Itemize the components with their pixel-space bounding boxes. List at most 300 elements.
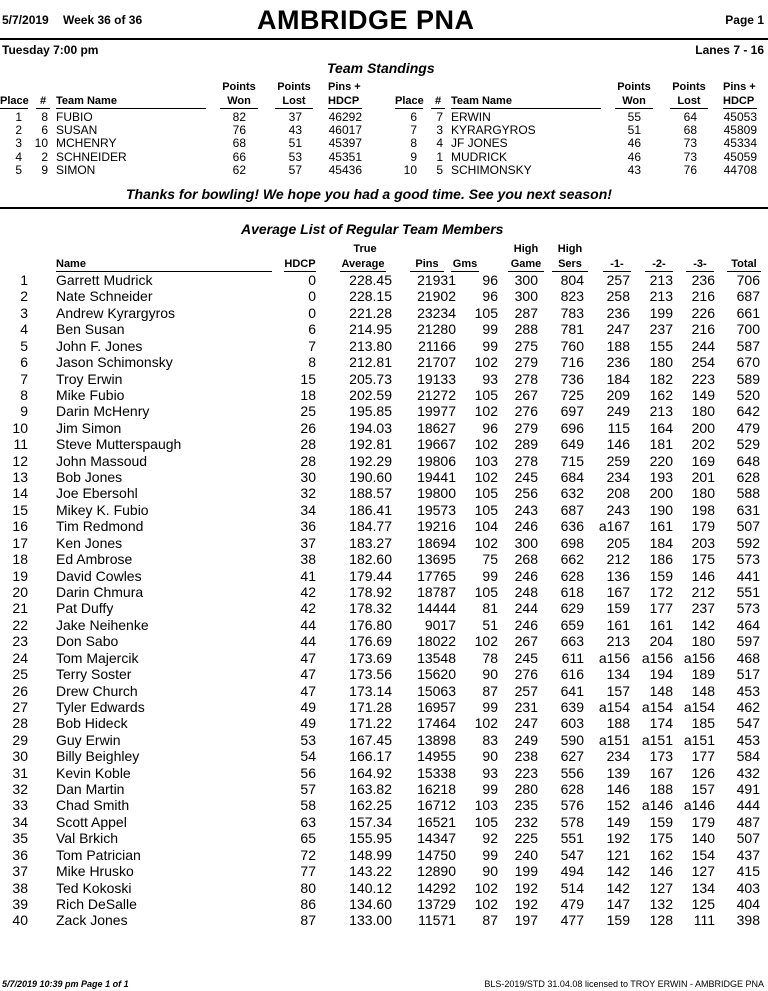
bowler-high-series: 649 <box>560 436 584 453</box>
bowler-row <box>0 288 768 304</box>
standings-team-number: 3 <box>436 123 443 138</box>
bowler-high-series: 781 <box>560 321 584 338</box>
bowler-row <box>0 272 768 288</box>
bowler-name: Tom Majercik <box>56 649 139 666</box>
bowler-row <box>0 535 768 551</box>
bowler-high-game: 300 <box>514 288 538 305</box>
bowler-high-series: 725 <box>560 386 584 403</box>
bowler-games: 104 <box>474 518 498 535</box>
bowler-row <box>0 863 768 879</box>
bowler-hdcp: 77 <box>300 863 316 880</box>
bowler-total: 487 <box>736 813 760 830</box>
bowler-rank: 38 <box>12 879 28 896</box>
standings-points-won: 55 <box>627 110 641 124</box>
bowler-games: 99 <box>482 321 498 338</box>
bowler-high-series: 514 <box>560 879 584 896</box>
bowler-games: 90 <box>482 748 498 765</box>
standings-row <box>0 124 370 137</box>
bowler-games: 83 <box>482 731 498 748</box>
standings-team-name: MUDRICK <box>451 149 507 164</box>
standings-place: 4 <box>15 149 22 164</box>
bowler-game-2: 220 <box>649 452 673 469</box>
bowler-total: 648 <box>736 452 760 469</box>
bowler-pins: 19133 <box>417 370 456 387</box>
standings-team-name: FUBIO <box>56 110 93 124</box>
bowler-game-1: 188 <box>606 715 630 732</box>
bowler-game-1: 161 <box>606 616 630 633</box>
bowler-rank: 18 <box>12 551 28 568</box>
bowler-game-1: 136 <box>606 567 630 584</box>
bowler-hdcp: 57 <box>300 781 316 798</box>
standings-team-name: MCHENRY <box>56 136 117 151</box>
standings-points-lost: 57 <box>288 162 302 177</box>
standings-col-points-lost-left: Lost <box>275 95 313 109</box>
standings-points-lost: 37 <box>288 110 302 124</box>
bowler-game-1: 208 <box>606 485 630 502</box>
bowler-high-series: 590 <box>560 731 584 748</box>
bowler-game-2: 181 <box>649 436 673 453</box>
bowler-high-series: 715 <box>560 452 584 469</box>
bowler-game-3: 157 <box>691 781 715 798</box>
bowler-pins: 14292 <box>417 879 456 896</box>
bowler-high-game: 276 <box>514 403 538 420</box>
bowler-pins: 21931 <box>417 272 456 288</box>
standings-col-points-won-top-right: Points <box>617 81 651 93</box>
bowler-pins: 21272 <box>417 386 456 403</box>
standings-points-lost: 43 <box>288 123 302 138</box>
standings-pins-hdcp: 45436 <box>328 162 362 177</box>
bowler-game-1: 236 <box>606 304 630 321</box>
bowler-row <box>0 797 768 813</box>
bowler-high-series: 760 <box>560 337 584 354</box>
bowler-total: 507 <box>736 830 760 847</box>
bowler-hdcp: 42 <box>300 600 316 617</box>
bowler-games: 102 <box>474 354 498 371</box>
bowler-games: 75 <box>482 551 498 568</box>
bowler-rank: 29 <box>12 731 28 748</box>
standings-points-won: 43 <box>627 162 641 177</box>
bowler-high-series: 494 <box>560 863 584 880</box>
bowler-true-average: 163.82 <box>349 781 392 798</box>
bowler-true-average: 173.56 <box>349 666 392 683</box>
bowler-game-3: 180 <box>691 633 715 650</box>
bowler-name: Tyler Edwards <box>56 698 145 715</box>
bowler-game-1: 247 <box>606 321 630 338</box>
bowler-pins: 14347 <box>417 830 456 847</box>
bowler-game-1: 146 <box>606 436 630 453</box>
bowler-hdcp: 28 <box>300 452 316 469</box>
bowler-name: Steve Mutterspaugh <box>56 436 182 453</box>
bowler-game-2: 174 <box>649 715 673 732</box>
bowler-game-1: 258 <box>606 288 630 305</box>
bowler-game-3: 111 <box>693 912 715 929</box>
bowler-high-series: 696 <box>560 419 584 436</box>
bowler-true-average: 190.60 <box>349 469 392 486</box>
bowler-game-2: 132 <box>649 895 673 912</box>
bowler-row <box>0 748 768 764</box>
bowler-game-2: 182 <box>649 370 673 387</box>
bowler-game-3: 148 <box>691 682 715 699</box>
standings-col-pins-hdcp-top-right: Pins + <box>723 81 756 93</box>
bowler-row <box>0 633 768 649</box>
bowler-high-game: 249 <box>514 731 538 748</box>
bowler-row <box>0 305 768 321</box>
footer-license: BLS-2019/STD 31.04.08 licensed to TROY ERWIN - AMBRIDGE PNA <box>484 979 764 989</box>
bowler-high-series: 578 <box>560 813 584 830</box>
league-title: AMBRIDGE PNA <box>257 5 475 35</box>
standings-place: 9 <box>410 149 417 164</box>
bowler-total: 551 <box>736 583 760 600</box>
bowler-rank: 26 <box>12 682 28 699</box>
bowler-games: 105 <box>474 501 498 518</box>
bowler-games: 78 <box>482 649 498 666</box>
bowler-high-series: 684 <box>560 469 584 486</box>
standings-row <box>0 164 370 177</box>
bowler-pins: 16957 <box>417 698 456 715</box>
bowler-true-average: 155.95 <box>349 830 392 847</box>
bowler-hdcp: 26 <box>300 419 316 436</box>
bowler-game-2: 213 <box>649 272 673 288</box>
bowler-high-series: 687 <box>560 501 584 518</box>
bowler-total: 642 <box>736 403 760 420</box>
standings-team-number: 5 <box>436 162 443 177</box>
bowler-rank: 6 <box>20 354 28 371</box>
bowler-rank: 19 <box>12 567 28 584</box>
bowler-name: Bob Hideck <box>56 715 128 732</box>
bowler-games: 90 <box>482 863 498 880</box>
bowler-pins: 17464 <box>417 715 456 732</box>
bowler-games: 93 <box>482 370 498 387</box>
bowler-games: 105 <box>474 813 498 830</box>
bowler-name: Mike Hrusko <box>56 863 134 880</box>
bowler-game-2: 213 <box>649 403 673 420</box>
bowler-name: Kevin Koble <box>56 764 131 781</box>
standings-place: 7 <box>410 123 417 138</box>
bowler-rank: 8 <box>20 386 28 403</box>
bowler-name: Val Brkich <box>56 830 118 847</box>
bowler-games: 102 <box>474 715 498 732</box>
bowler-rank: 36 <box>12 846 28 863</box>
bowler-row <box>0 584 768 600</box>
bowler-game-2: 159 <box>649 813 673 830</box>
bowler-name: Tom Patrician <box>56 846 141 863</box>
page-number: Page 1 <box>725 13 764 27</box>
standings-team-number: 8 <box>41 110 48 124</box>
bowler-game-3: 226 <box>691 304 715 321</box>
bowler-total: 700 <box>736 321 760 338</box>
bowler-pins: 16521 <box>417 813 456 830</box>
bowler-high-series: 636 <box>560 518 584 535</box>
standings-points-lost: 51 <box>288 136 302 151</box>
bowler-hdcp: 42 <box>300 583 316 600</box>
bowler-games: 102 <box>474 534 498 551</box>
standings-row <box>0 151 370 164</box>
bowler-hdcp: 49 <box>300 698 316 715</box>
bowler-high-game: 256 <box>514 485 538 502</box>
bowler-games: 103 <box>474 797 498 814</box>
standings-points-won: 51 <box>627 123 641 138</box>
bowler-games: 105 <box>474 583 498 600</box>
bowler-hdcp: 54 <box>300 748 316 765</box>
bowler-total: 479 <box>736 419 760 436</box>
bowler-name: Troy Erwin <box>56 370 123 387</box>
bowler-game-2: 190 <box>649 501 673 518</box>
bowler-game-1: a151 <box>598 731 630 748</box>
bowler-total: 628 <box>736 469 760 486</box>
bowler-rank: 5 <box>20 337 28 354</box>
bowler-game-2: 172 <box>649 583 673 600</box>
bowler-game-1: 115 <box>607 419 630 436</box>
bowler-game-2: 199 <box>649 304 673 321</box>
standings-pins-hdcp: 45397 <box>328 136 362 151</box>
bowler-game-1: 188 <box>606 337 630 354</box>
bowler-game-2: 162 <box>649 386 673 403</box>
bowler-games: 96 <box>482 288 498 305</box>
bowler-name: Ken Jones <box>56 534 123 551</box>
standings-place: 3 <box>15 136 22 151</box>
bowler-true-average: 182.60 <box>349 551 392 568</box>
bowler-game-3: 134 <box>691 879 715 896</box>
bowler-total: 573 <box>736 551 760 568</box>
standings-col-team-name-left: Team Name <box>56 95 206 109</box>
bowler-name: Tim Redmond <box>56 518 144 535</box>
bowler-game-1: 213 <box>606 633 630 650</box>
bowler-game-1: 259 <box>606 452 630 469</box>
bowler-row <box>0 830 768 846</box>
bowler-row <box>0 469 768 485</box>
bowler-hdcp: 47 <box>300 666 316 683</box>
bowler-high-game: 257 <box>514 682 538 699</box>
standings-pins-hdcp: 45053 <box>723 110 757 124</box>
standings-team-name: SUSAN <box>56 123 98 138</box>
bowler-game-1: 149 <box>606 813 630 830</box>
bowler-game-2: a146 <box>641 797 673 814</box>
bowler-high-game: 225 <box>514 830 538 847</box>
bowler-high-series: 547 <box>560 846 584 863</box>
bowler-game-1: 212 <box>606 551 630 568</box>
bowler-total: 589 <box>736 370 760 387</box>
bowler-pins: 15620 <box>417 666 456 683</box>
bowler-true-average: 157.34 <box>349 813 392 830</box>
bowler-high-series: 603 <box>560 715 584 732</box>
bowler-game-3: 201 <box>691 469 715 486</box>
bowler-hdcp: 86 <box>300 895 316 912</box>
bowler-pins: 16712 <box>417 797 456 814</box>
bowler-high-game: 232 <box>514 813 538 830</box>
bowler-name: Bob Jones <box>56 469 123 486</box>
bowler-pins: 19573 <box>417 501 456 518</box>
standings-points-won: 66 <box>232 149 246 164</box>
bowler-game-1: a167 <box>598 518 630 535</box>
bowler-rank: 17 <box>12 534 28 551</box>
bowler-true-average: 176.80 <box>349 616 392 633</box>
bowler-name: Chad Smith <box>56 797 130 814</box>
bowler-name: Darin McHenry <box>56 403 150 420</box>
col-high-series: Sers <box>552 258 588 272</box>
bowler-game-2: 127 <box>649 879 673 896</box>
bowler-true-average: 202.59 <box>349 386 392 403</box>
bowler-name: Jason Schimonsky <box>56 354 173 371</box>
bowler-game-1: 142 <box>606 863 630 880</box>
bowler-game-2: 213 <box>649 288 673 305</box>
bowler-row <box>0 600 768 616</box>
bowler-total: 403 <box>736 879 760 896</box>
bowler-rank: 1 <box>20 272 28 288</box>
bowler-game-2: 186 <box>649 551 673 568</box>
bowler-game-1: 192 <box>606 830 630 847</box>
week-label: Week 36 of 36 <box>63 13 143 27</box>
standings-points-lost: 76 <box>683 162 697 177</box>
bowler-pins: 19441 <box>417 469 456 486</box>
bowler-game-1: 257 <box>606 272 630 288</box>
bowler-high-game: 287 <box>514 304 538 321</box>
standings-team-number: 1 <box>436 149 443 164</box>
bowler-rank: 25 <box>12 666 28 683</box>
bowler-pins: 17765 <box>417 567 456 584</box>
standings-pins-hdcp: 45351 <box>328 149 362 164</box>
bowler-game-2: 161 <box>649 518 673 535</box>
bowler-true-average: 148.99 <box>349 846 392 863</box>
bowler-rank: 37 <box>12 863 28 880</box>
bowler-high-series: 659 <box>560 616 584 633</box>
bowler-high-game: 199 <box>514 863 538 880</box>
bowler-high-series: 641 <box>560 682 584 699</box>
bowler-rank: 3 <box>20 304 28 321</box>
bowler-high-series: 628 <box>560 567 584 584</box>
bowler-name: Pat Duffy <box>56 600 114 617</box>
bowler-games: 102 <box>474 469 498 486</box>
standings-col-number-right: # <box>431 95 445 109</box>
bowler-name: Don Sabo <box>56 633 119 650</box>
bowler-game-3: 127 <box>691 863 715 880</box>
bowler-high-game: 245 <box>514 649 538 666</box>
bowler-name: Darin Chmura <box>56 583 144 600</box>
bowler-high-series: 804 <box>560 272 584 288</box>
standings-pins-hdcp: 46017 <box>328 123 362 138</box>
bowler-rank: 9 <box>20 403 28 420</box>
bowler-game-3: 126 <box>691 764 715 781</box>
bowler-pins: 16218 <box>417 781 456 798</box>
bowler-high-series: 663 <box>560 633 584 650</box>
col-hdcp: HDCP <box>284 258 316 270</box>
bowler-game-3: 146 <box>691 567 715 584</box>
bowler-total: 529 <box>736 436 760 453</box>
bowler-true-average: 184.77 <box>349 518 392 535</box>
standings-place: 2 <box>15 123 22 138</box>
bowler-game-3: 180 <box>691 485 715 502</box>
standings-title: Team Standings <box>327 60 435 76</box>
bowler-hdcp: 38 <box>300 551 316 568</box>
bowler-row <box>0 354 768 370</box>
bowler-true-average: 192.29 <box>349 452 392 469</box>
bowler-game-2: 146 <box>649 863 673 880</box>
bowler-game-2: 180 <box>649 354 673 371</box>
bowler-true-average: 195.85 <box>349 403 392 420</box>
bowler-games: 81 <box>482 600 498 617</box>
bowler-row <box>0 781 768 797</box>
lanes: Lanes 7 - 16 <box>695 43 764 57</box>
bowler-hdcp: 28 <box>300 436 316 453</box>
bowler-game-3: 237 <box>691 600 715 617</box>
bowler-row <box>0 765 768 781</box>
bowler-high-series: 477 <box>560 912 584 929</box>
bowler-rank: 32 <box>12 781 28 798</box>
header-rule <box>0 38 768 40</box>
bowler-hdcp: 6 <box>308 321 316 338</box>
bowler-total: 491 <box>736 781 760 798</box>
bowler-rank: 34 <box>12 813 28 830</box>
report-date: 5/7/2019 <box>2 13 49 27</box>
bowler-high-game: 279 <box>514 354 538 371</box>
bowler-true-average: 186.41 <box>349 501 392 518</box>
bowler-true-average: 192.81 <box>349 436 392 453</box>
bowler-row <box>0 666 768 682</box>
standings-col-pins-hdcp-left: HDCP <box>328 95 362 109</box>
bowler-game-2: a151 <box>641 731 673 748</box>
bowler-high-series: 698 <box>560 534 584 551</box>
bowler-high-game: 276 <box>514 666 538 683</box>
bowler-high-game: 267 <box>514 633 538 650</box>
bowler-row <box>0 551 768 567</box>
bowler-game-3: 142 <box>691 616 715 633</box>
bowler-true-average: 171.28 <box>349 698 392 715</box>
bowler-row <box>0 502 768 518</box>
bowler-name: Joe Ebersohl <box>56 485 138 502</box>
bowler-games: 105 <box>474 304 498 321</box>
bowler-pins: 13548 <box>417 649 456 666</box>
standings-team-number: 9 <box>41 162 48 177</box>
bowler-true-average: 162.25 <box>349 797 392 814</box>
bowler-name: Ted Kokoski <box>56 879 132 896</box>
bowler-game-3: 254 <box>691 354 715 371</box>
bowler-high-series: 823 <box>560 288 584 305</box>
bowler-game-2: 164 <box>649 419 673 436</box>
standings-points-won: 62 <box>232 162 246 177</box>
standings-pins-hdcp: 46292 <box>328 110 362 124</box>
bowler-pins: 14955 <box>417 748 456 765</box>
bowler-row <box>0 420 768 436</box>
bowler-name: Scott Appel <box>56 813 127 830</box>
standings-col-points-won-left: Won <box>220 95 258 109</box>
bowler-game-3: 189 <box>691 666 715 683</box>
bowler-row <box>0 814 768 830</box>
bowler-games: 102 <box>474 633 498 650</box>
bowler-games: 103 <box>474 452 498 469</box>
bowler-game-2: 161 <box>649 616 673 633</box>
bowler-games: 96 <box>482 272 498 288</box>
bowler-game-2: 173 <box>649 748 673 765</box>
bowler-high-game: 279 <box>514 419 538 436</box>
bowler-rank: 20 <box>12 583 28 600</box>
bowler-total: 687 <box>736 288 760 305</box>
bowler-game-1: 205 <box>606 534 630 551</box>
bowler-game-3: 149 <box>691 386 715 403</box>
bowler-game-1: 159 <box>606 912 630 929</box>
bowler-true-average: 183.27 <box>349 534 392 551</box>
bowler-hdcp: 7 <box>308 337 316 354</box>
bowler-games: 90 <box>482 666 498 683</box>
bowler-high-series: 716 <box>560 354 584 371</box>
bowler-row <box>0 453 768 469</box>
standings-team-name: SIMON <box>56 162 96 177</box>
bowler-game-1: 142 <box>606 879 630 896</box>
bowler-total: 517 <box>736 666 760 683</box>
standings-row <box>395 111 765 124</box>
bowler-game-3: 177 <box>691 748 715 765</box>
bowler-true-average: 176.69 <box>349 633 392 650</box>
bowler-high-series: 662 <box>560 551 584 568</box>
bowler-row <box>0 912 768 928</box>
